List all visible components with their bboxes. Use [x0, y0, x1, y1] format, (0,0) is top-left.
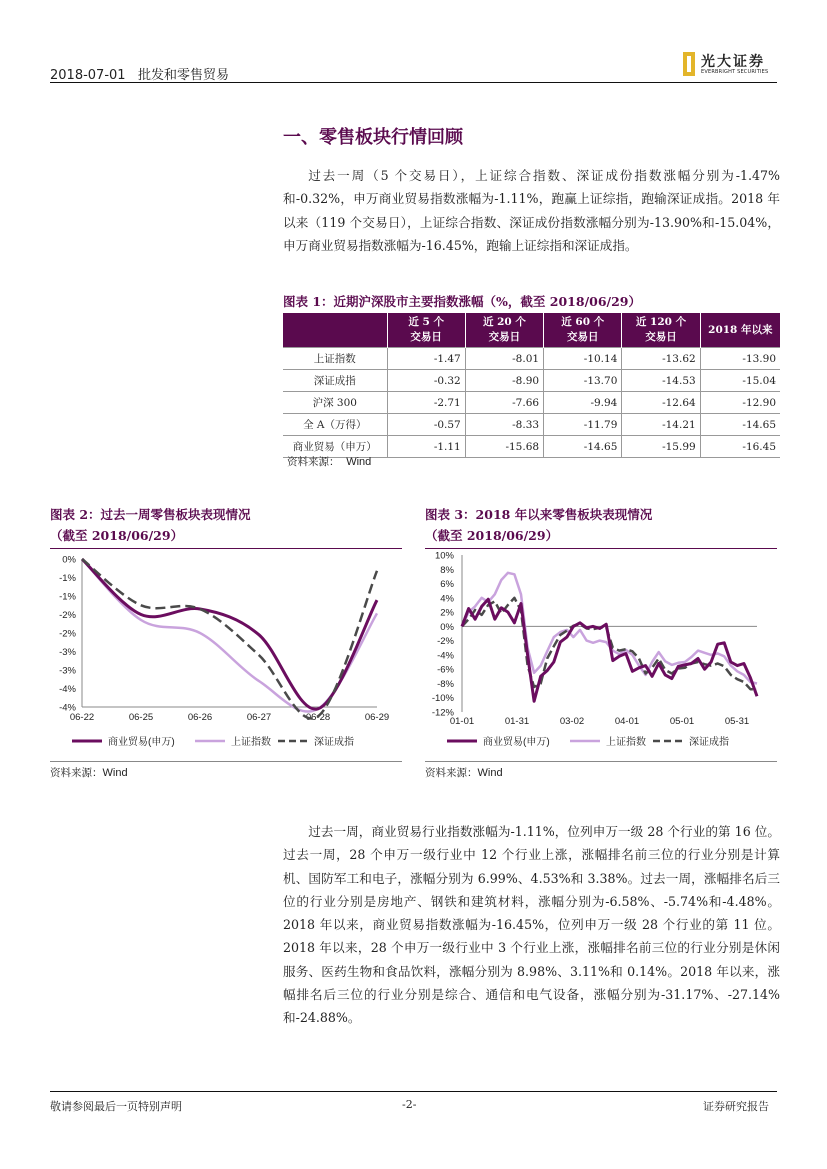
legend-label: 商业贸易(申万) — [483, 737, 550, 748]
y-tick-label: -1% — [59, 591, 76, 603]
x-tick-label: 03-02 — [559, 716, 585, 727]
page-header — [50, 64, 229, 83]
table-row — [283, 392, 780, 414]
header-date: 2018-07-01 — [50, 68, 126, 83]
x-tick-label: 06-25 — [128, 712, 154, 723]
series-line — [82, 559, 377, 712]
table-cell: -16.45 — [700, 436, 780, 458]
index-performance-table — [283, 313, 780, 458]
figure3-caption-line2: （截至 2018/06/29） — [425, 528, 559, 543]
table-cell: -10.14 — [544, 348, 622, 370]
figure2-source-label: 资料来源： — [50, 767, 103, 779]
y-tick-label: -12% — [431, 707, 454, 719]
figure2-caption — [50, 504, 251, 546]
table-cell: -1.47 — [387, 348, 465, 370]
page-number: -2- — [402, 1098, 417, 1111]
table-cell: -14.65 — [544, 436, 622, 458]
table-cell: -1.11 — [387, 436, 465, 458]
figure2-chart — [50, 549, 402, 759]
table-header-row — [283, 313, 780, 348]
y-tick-label: 4% — [440, 593, 454, 605]
legend-label: 深证成指 — [314, 737, 354, 748]
table-row — [283, 414, 780, 436]
x-tick-label: 05-01 — [669, 716, 695, 727]
table-cell: -15.04 — [700, 370, 780, 392]
series-line — [82, 559, 377, 709]
logo-mark-icon — [683, 52, 695, 76]
table-cell: -7.66 — [465, 392, 543, 414]
industry-paragraph — [283, 820, 780, 1030]
y-tick-label: -4% — [59, 684, 76, 695]
y-tick-label: 2% — [440, 607, 454, 619]
figure3-source — [425, 765, 503, 780]
y-tick-label: -2% — [59, 628, 76, 640]
footer-rule — [50, 1091, 777, 1092]
x-tick-label: 06-27 — [246, 712, 272, 723]
y-tick-label: -1% — [59, 573, 76, 584]
y-tick-label: 8% — [440, 564, 454, 576]
logo-chinese-name: 光大证券 — [701, 54, 765, 70]
y-tick-label: -2% — [437, 636, 454, 648]
table-cell: -0.57 — [387, 414, 465, 436]
y-tick-label: -3% — [59, 647, 76, 658]
figure3-chart — [425, 549, 777, 759]
table-cell: -11.79 — [544, 414, 622, 436]
x-tick-label: 05-31 — [724, 716, 750, 727]
table-header-cell: 近 20 个 交易日 — [465, 313, 543, 348]
series-line — [462, 573, 757, 684]
x-tick-label: 06-29 — [364, 712, 390, 723]
series-line — [462, 599, 757, 701]
table-cell: -13.62 — [622, 348, 700, 370]
table-row-label: 沪深 300 — [283, 392, 387, 414]
legend-label: 上证指数 — [606, 737, 646, 748]
x-tick-label: 06-22 — [69, 712, 95, 723]
intro-paragraph — [283, 164, 780, 257]
intro-paragraph-text: 过去一周（5 个交易日），上证综合指数、深证成份指数涨幅分别为-1.47%和-0.32%，申万商业贸易指数涨幅为-1.11%，跑赢上证综指，跑输深证成指。2018 年以来（119 个交易日），上证综合指数、深证成份指数涨幅分别为-13.90%和-15.04%，申万商业贸易指数涨幅为-16.45%，跑输上证综指和深证成指。 — [283, 168, 780, 253]
y-tick-label: -10% — [431, 693, 454, 705]
figure2-caption-line1: 图表 2：过去一周零售板块表现情况 — [50, 507, 251, 522]
footer-disclaimer: 敬请参阅最后一页特别声明 — [50, 1100, 182, 1113]
table-cell: -2.71 — [387, 392, 465, 414]
y-tick-label: 0% — [440, 621, 454, 633]
figure3-source-label: 资料来源： — [425, 767, 478, 779]
figure3-caption — [425, 504, 652, 546]
table-caption: 图表 1：近期沪深股市主要指数涨幅（%，截至 2018/06/29） — [283, 294, 641, 309]
y-tick-label: 10% — [434, 550, 454, 562]
table-header-cell: 近 60 个 交易日 — [544, 313, 622, 348]
table-cell: -8.90 — [465, 370, 543, 392]
header-rule — [50, 82, 777, 83]
x-tick-label: 04-01 — [614, 716, 640, 727]
figure3-source-value: Wind — [477, 767, 503, 779]
legend-label: 商业贸易(申万) — [108, 737, 175, 748]
table-cell: -12.64 — [622, 392, 700, 414]
y-tick-label: -4% — [437, 650, 454, 662]
table-source — [287, 454, 371, 469]
table-header-cell: 近 120 个 交易日 — [622, 313, 700, 348]
table-header-cell: 2018 年以来 — [700, 313, 780, 348]
x-tick-label: 06-28 — [305, 712, 331, 723]
table-cell: -15.99 — [622, 436, 700, 458]
y-tick-label: 6% — [440, 579, 454, 591]
table-cell: -14.21 — [622, 414, 700, 436]
table-row-label: 商业贸易（申万） — [283, 436, 387, 458]
table-cell: -14.53 — [622, 370, 700, 392]
table-row-label: 上证指数 — [283, 348, 387, 370]
figure2-caption-line2: （截至 2018/06/29） — [50, 528, 184, 543]
x-tick-label: 01-01 — [449, 716, 475, 727]
table-source-label: 资料来源： — [287, 456, 340, 468]
section-title: 一、零售板块行情回顾 — [283, 127, 463, 148]
figure2-source — [50, 765, 128, 780]
y-tick-label: 0% — [62, 554, 76, 566]
table-cell: -14.65 — [700, 414, 780, 436]
figure2-source-value: Wind — [102, 767, 128, 779]
y-tick-label: -4% — [59, 702, 76, 714]
legend-label: 深证成指 — [689, 737, 729, 748]
industry-paragraph-text: 过去一周，商业贸易行业指数涨幅为-1.11%，位列申万一级 28 个行业的第 16 位。过去一周，28 个申万一级行业中 12 个行业上涨，涨幅排名前三位的行业分别是计算机、国防军工和电子，涨幅分别为 6.99%、4.53%和 3.38%。过去一周，涨幅排名后三位的行业分别是房地产、钢铁和建筑材料，涨幅分别为-6.58%、-5.74%和-4.48%。2018 年以来，商业贸易指数涨幅为-16.45%，位列申万一级 28 个行业的第 11 位。2018 年以来，28 个申万一级行业中 3 个行业上涨，涨幅排名前三位的行业分别是休闲服务、医药生物和食品饮料，涨幅分别为 8.98%、3.11%和 0.14%。2018 年以来，涨幅排名后三位的行业分别是综合、通信和电气设备，涨幅分别为-31.17%、-27.14%和-24.88%。 — [283, 824, 780, 1026]
table-body — [283, 348, 780, 458]
legend-label: 上证指数 — [231, 737, 271, 748]
logo-english-name: EVERBRIGHT SECURITIES — [701, 69, 769, 75]
figure2-bottom-rule — [50, 761, 402, 762]
table-header-cell: 近 5 个 交易日 — [387, 313, 465, 348]
figure3-caption-line1: 图表 3：2018 年以来零售板块表现情况 — [425, 507, 653, 522]
table-cell: -8.01 — [465, 348, 543, 370]
y-tick-label: -3% — [59, 665, 76, 677]
table-cell: -13.70 — [544, 370, 622, 392]
table-row — [283, 370, 780, 392]
table-header-cell — [283, 313, 387, 348]
x-tick-label: 06-26 — [187, 712, 213, 723]
y-tick-label: -8% — [437, 678, 454, 690]
y-tick-label: -2% — [59, 610, 76, 621]
table-row-label: 深证成指 — [283, 370, 387, 392]
company-logo — [683, 50, 778, 80]
table-cell: -12.90 — [700, 392, 780, 414]
table-row-label: 全 A（万得） — [283, 414, 387, 436]
table-row — [283, 348, 780, 370]
x-tick-label: 01-31 — [504, 716, 530, 727]
table-source-value: Wind — [346, 456, 372, 468]
footer-report-type: 证券研究报告 — [703, 1100, 769, 1113]
y-tick-label: -6% — [437, 664, 454, 676]
table-cell: -8.33 — [465, 414, 543, 436]
table-cell: -9.94 — [544, 392, 622, 414]
table-cell: -15.68 — [465, 436, 543, 458]
figure3-bottom-rule — [425, 761, 777, 762]
header-industry: 批发和零售贸易 — [137, 68, 229, 83]
table-cell: -0.32 — [387, 370, 465, 392]
table-cell: -13.90 — [700, 348, 780, 370]
